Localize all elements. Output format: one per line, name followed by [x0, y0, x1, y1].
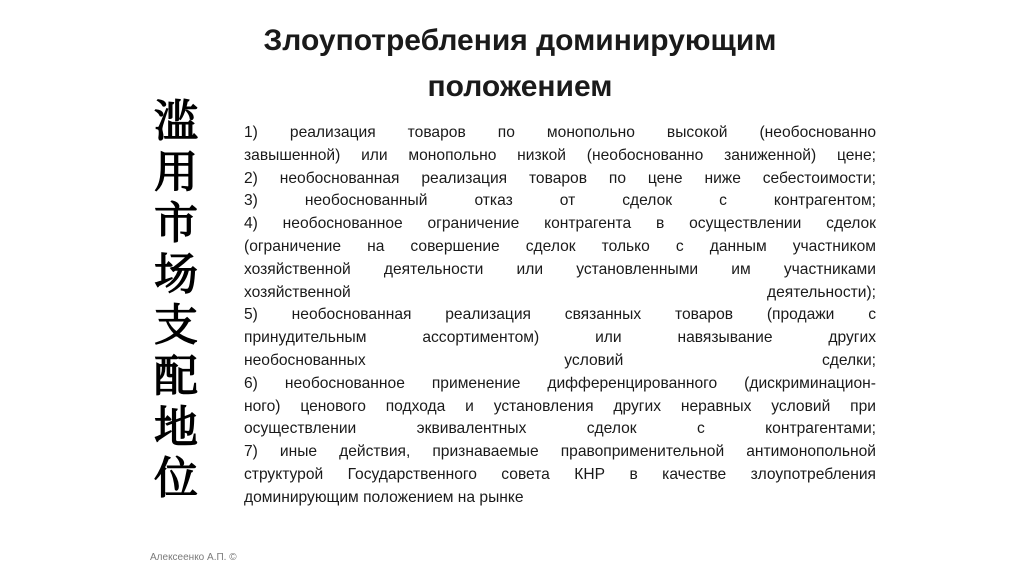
- chinese-char: 场: [154, 249, 198, 300]
- text-line: (ограничение на совершение сделок только с данным участником: [244, 237, 876, 255]
- slide-title-line-2: положением: [427, 70, 613, 103]
- text-line: 5) необоснованная реализация связанных товаров (продажи с: [244, 306, 876, 324]
- text-line: ного) ценового подхода и установления других неравных условий при: [244, 397, 876, 415]
- chinese-char: 配: [154, 351, 198, 402]
- text-line: принудительным ассортиментом) или навязывание других: [244, 329, 876, 347]
- author-footer: Алексеенко А.П. ©: [150, 552, 237, 563]
- text-line: 6) необоснованное применение дифференцированного (дискриминацион-: [244, 374, 876, 392]
- vertical-chinese-title: [148, 96, 204, 504]
- text-line: необоснованных условий сделки;: [244, 351, 876, 369]
- chinese-char: 用: [154, 147, 198, 198]
- text-line: завышенной) или монопольно низкой (необоснованно заниженной) цене;: [244, 146, 876, 164]
- chinese-char: 位: [154, 453, 198, 504]
- text-line: доминирующим положением на рынке: [244, 488, 524, 506]
- text-line: хозяйственной деятельности или установленными им участниками: [244, 260, 876, 278]
- text-line: структурой Государственного совета КНР в качестве злоупотребления: [244, 465, 876, 483]
- chinese-char: 地: [154, 402, 198, 453]
- slide-title: [210, 18, 830, 110]
- text-line: 7) иные действия, признаваемые правоприменительной антимонопольной: [244, 443, 876, 461]
- chinese-char: 滥: [154, 96, 198, 147]
- chinese-char: 市: [154, 198, 198, 249]
- text-line: 3) необоснованный отказ от сделок с контрагентом;: [244, 192, 876, 210]
- text-line: осуществлении эквивалентных сделок с контрагентами;: [244, 420, 876, 438]
- slide-title-line-1: Злоупотребления доминирующим: [263, 24, 777, 57]
- text-line: 2) необоснованная реализация товаров по цене ниже себестоимости;: [244, 169, 876, 187]
- abuse-list-text: [244, 122, 876, 510]
- text-line: 1) реализация товаров по монопольно высокой (необоснованно: [244, 124, 876, 141]
- text-line: 4) необоснованное ограничение контрагента в осуществлении сделок: [244, 215, 876, 233]
- text-line: хозяйственной деятельности);: [244, 283, 876, 301]
- chinese-char: 支: [154, 300, 198, 351]
